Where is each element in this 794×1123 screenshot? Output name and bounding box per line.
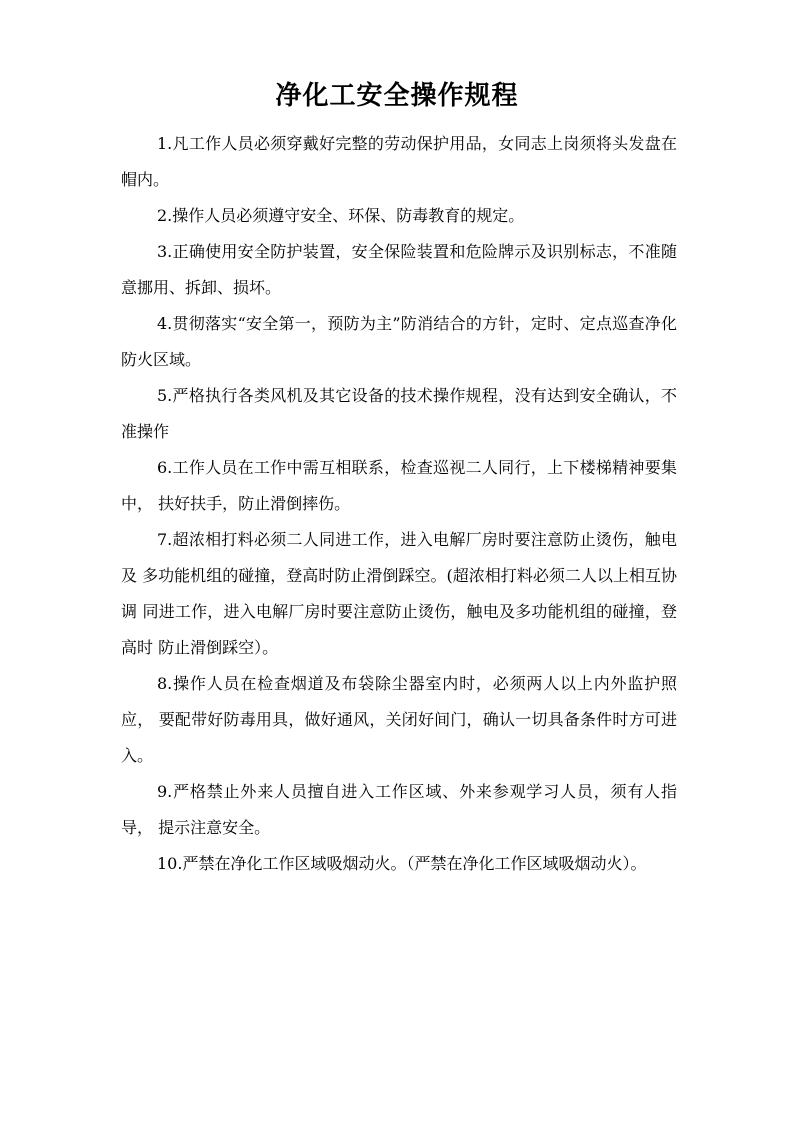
clause-5: 5.严格执行各类风机及其它设备的技术操作规程，没有达到安全确认，不准操作 — [121, 386, 677, 441]
clause-8: 8.操作人员在检查烟道及布袋除尘器室内时，必须两人以上内外监护照应， 要配带好防毒用具，做好通风，关闭好间门，确认一切具备条件时方可进入。 — [121, 674, 677, 765]
clause-6: 6.工作人员在工作中需互相联系，检查巡视二人同行，上下楼梯精神要集中， 扶好扶手，防止滑倒摔伤。 — [121, 458, 677, 513]
clause-9: 9.严格禁止外来人员擅自进入工作区域、外来参观学习人员，须有人指导， 提示注意安全。 — [121, 782, 677, 837]
document-body — [121, 126, 677, 882]
clause-1: 1.凡工作人员必须穿戴好完整的劳动保护用品，女同志上岗须将头发盘在帽内。 — [121, 134, 677, 189]
clause-3: 3.正确使用安全防护装置，安全保险装置和危险牌示及识别标志，不准随意挪用、拆卸、损坏。 — [121, 242, 677, 297]
clause-4: 4.贯彻落实“安全第一，预防为主”防消结合的方针，定时、定点巡查净化 防火区域。 — [121, 314, 677, 369]
clause-10: 10.严禁在净化工作区域吸烟动火。（严禁在净化工作区域吸烟动火）。 — [157, 854, 647, 873]
document-title: 净化工安全操作规程 — [275, 81, 519, 111]
clause-7: 7.超浓相打料必须二人同进工作，进入电解厂房时要注意防止烫伤，触电及 多功能机组的碰撞，登高时防止滑倒踩空。(超浓相打料必须二人以上相互协调 同进工作，进入电解厂房时要注意防止烫伤，触电及多功能机组的碰撞，登高时 防止滑倒踩空）。 — [121, 530, 677, 657]
clause-2: 2.操作人员必须遵守安全、环保、防毒教育的规定。 — [157, 206, 525, 225]
